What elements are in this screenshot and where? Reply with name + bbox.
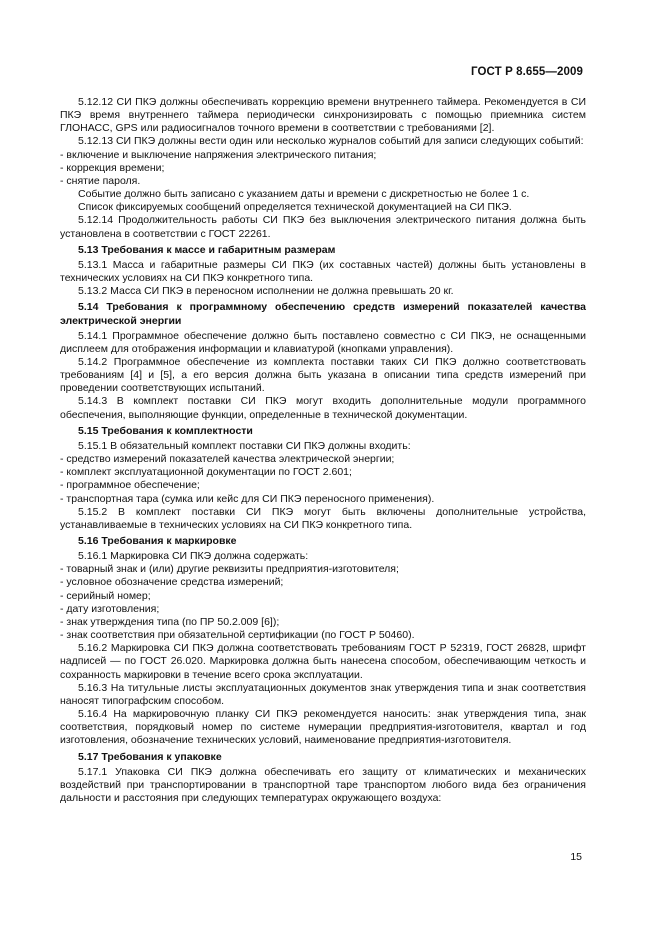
clause-5-12-12: 5.12.12 СИ ПКЭ должны обеспечивать коррекцию времени внутреннего таймера. Рекомендуется в СИ ПКЭ время внутреннего таймера периодически синхронизировать с помощью приемника систем ГЛОНАСС, GPS или радиосигналов точного времени в соответствии с требованиями [2].: [60, 96, 586, 135]
list-item: - средство измерений показателей качества электрической энергии;: [60, 453, 395, 466]
list-item: - транспортная тара (сумка или кейс для СИ ПКЭ переносного применения).: [60, 492, 435, 505]
list-item: - программное обеспечение;: [60, 479, 200, 492]
clause-5-16-4: 5.16.4 На маркировочную планку СИ ПКЭ рекомендуется наносить: знак утверждения типа, знак соответствия, порядковый номер по системе нумерации предприятия-изготовителя, квартал и год изготовления, обозначение технических условий, наименование предприятия-изготовителя.: [60, 708, 586, 747]
clause-5-15-1: 5.15.1 В обязательный комплект поставки СИ ПКЭ должны входить:: [78, 439, 411, 452]
page-number: 15: [570, 851, 582, 863]
clause-5-13-2: 5.13.2 Масса СИ ПКЭ в переносном исполнении не должна превышать 20 кг.: [78, 285, 454, 298]
clause-5-16-2: 5.16.2 Маркировка СИ ПКЭ должна соответствовать требованиям ГОСТ Р 52319, ГОСТ 26828, шрифт надписей — по ГОСТ 26.020. Маркировка должна быть нанесена способом, обеспечивающим четкость и сохранность маркировки в течение всего срока эксплуатации.: [60, 642, 586, 681]
paragraph: Событие должно быть записано с указанием даты и времени с дискретностью не более 1 с.: [78, 188, 530, 201]
section-heading-5-13: 5.13 Требования к массе и габаритным размерам: [78, 243, 336, 256]
list-item: - дату изготовления;: [60, 602, 160, 615]
list-item: - снятие пароля.: [60, 174, 141, 187]
clause-5-14-2: 5.14.2 Программное обеспечение из комплекта поставки таких СИ ПКЭ должно соответствовать требованиям [4] и [5], а его версия должна быть указана в описании типа средств измерений при проведении соответствующих испытаний.: [60, 355, 586, 395]
list-item: - знак утверждения типа (по ПР 50.2.009 [6]);: [60, 615, 280, 628]
section-heading-5-15: 5.15 Требования к комплектности: [78, 424, 253, 437]
clause-5-14-1: 5.14.1 Программное обеспечение должно быть поставлено совместно с СИ ПКЭ, не оснащенными дисплеем для отображения информации и клавиатурой (кнопками управления).: [60, 329, 586, 355]
list-item: - серийный номер;: [60, 589, 151, 602]
section-heading-5-17: 5.17 Требования к упаковке: [78, 750, 222, 763]
clause-5-12-13: 5.12.13 СИ ПКЭ должны вести один или несколько журналов событий для записи следующих событий:: [78, 135, 584, 148]
document-body: [60, 96, 586, 805]
clause-5-14-3: 5.14.3 В комплект поставки СИ ПКЭ могут входить дополнительные модули программного обеспечения, выполняющие функции, определенные в технической документации.: [60, 395, 586, 421]
clause-5-16-3: 5.16.3 На титульные листы эксплуатационных документов знак утверждения типа и знак соответствия наносят типографским способом.: [60, 681, 586, 707]
list-item: - знак соответствия при обязательной сертификации (по ГОСТ Р 50460).: [60, 629, 415, 642]
clause-5-15-2: 5.15.2 В комплект поставки СИ ПКЭ могут быть включены дополнительные устройства, устанавливаемые в технических условиях на СИ ПКЭ конкретного типа.: [60, 505, 586, 531]
clause-5-16-1: 5.16.1 Маркировка СИ ПКЭ должна содержать:: [78, 550, 309, 563]
clause-5-17-1: 5.17.1 Упаковка СИ ПКЭ должна обеспечивать его защиту от климатических и механических воздействий при транспортировании в транспортной таре транспортом любого вида без ограничения дальности и расстояния при следующих температурах окружающего воздуха:: [60, 765, 586, 804]
document-header: ГОСТ Р 8.655—2009: [471, 66, 583, 78]
list-item: - условное обозначение средства измерений;: [60, 576, 284, 589]
list-item: - товарный знак и (или) другие реквизиты предприятия-изготовителя;: [60, 563, 399, 576]
section-heading-5-14: 5.14 Требования к программному обеспечению средств измерений показателей качества электрической энергии: [60, 301, 586, 327]
section-heading-5-16: 5.16 Требования к маркировке: [78, 535, 237, 547]
list-item: - комплект эксплуатационной документации по ГОСТ 2.601;: [60, 466, 352, 479]
paragraph: Список фиксируемых сообщений определяется технической документацией на СИ ПКЭ.: [78, 201, 512, 214]
list-item: - коррекция времени;: [60, 161, 165, 174]
clause-5-13-1: 5.13.1 Масса и габаритные размеры СИ ПКЭ (их составных частей) должны быть установлены в технических условиях на СИ ПКЭ конкретного типа.: [60, 258, 586, 285]
clause-5-12-14: 5.12.14 Продолжительность работы СИ ПКЭ без выключения электрического питания должна быть установлена в соответствии с ГОСТ 22261.: [60, 214, 586, 240]
list-item: - включение и выключение напряжения электрического питания;: [60, 148, 377, 161]
